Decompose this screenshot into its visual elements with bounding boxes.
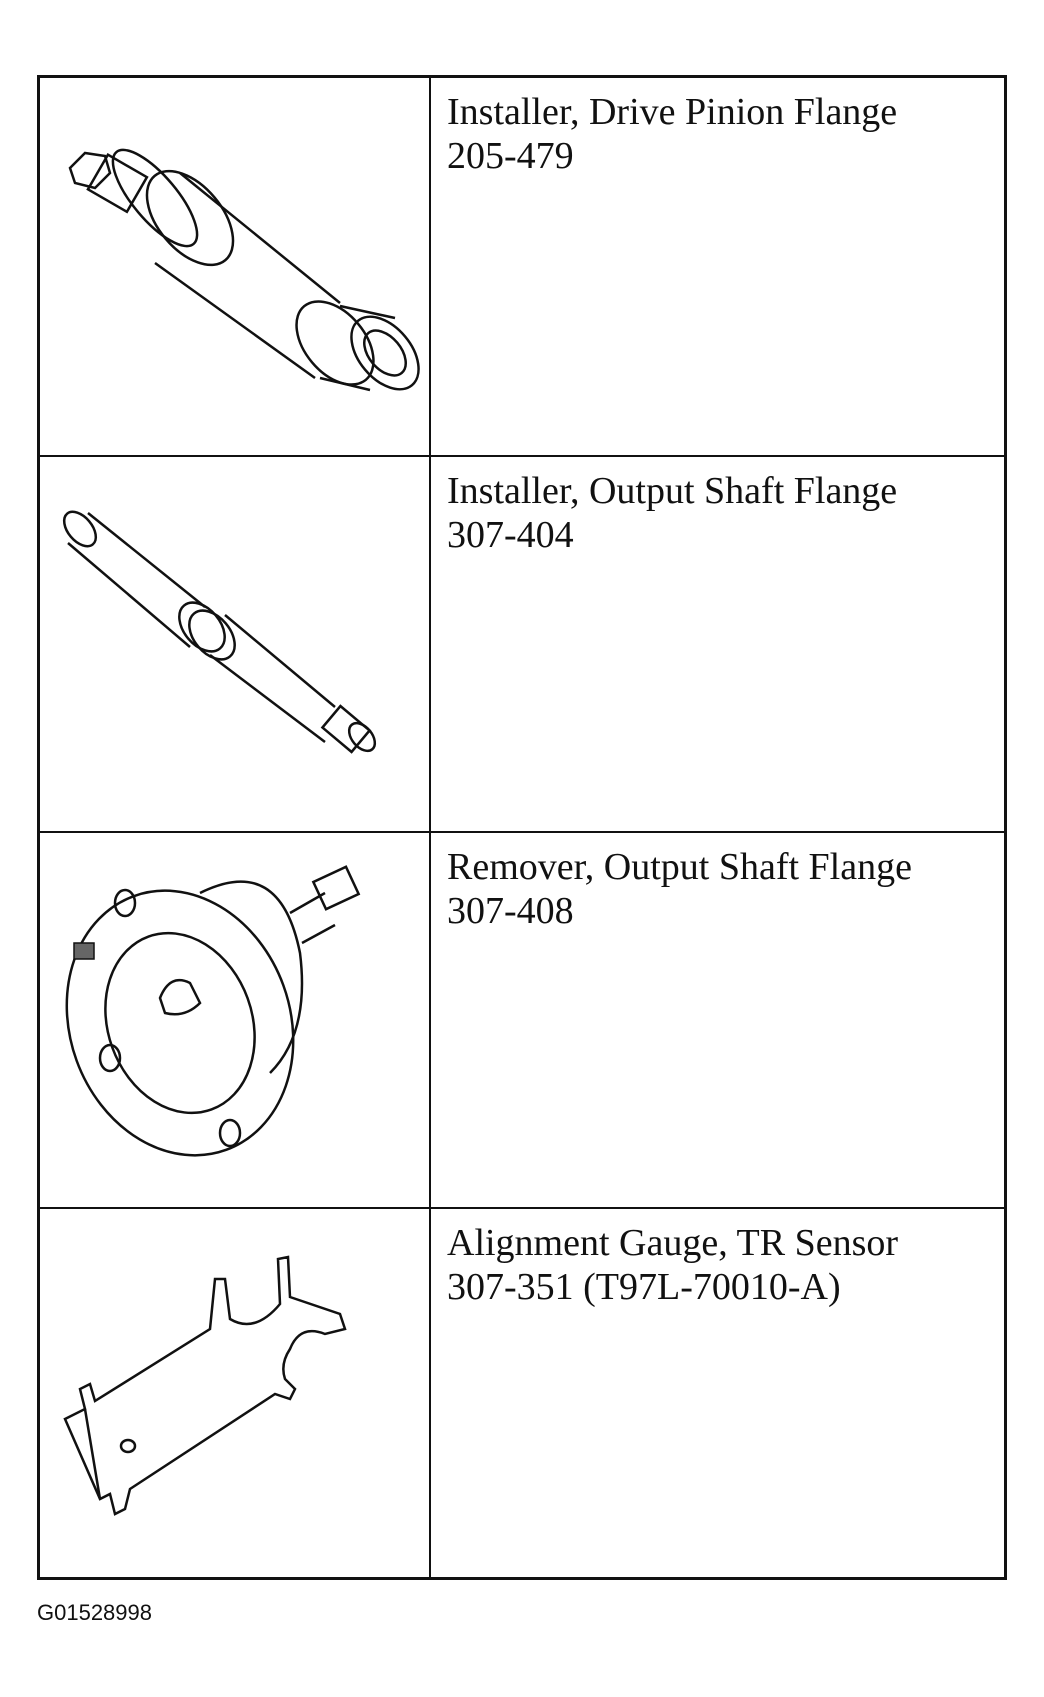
tool-number: 307-404 bbox=[447, 514, 574, 556]
tool-description-307-408 bbox=[447, 845, 987, 933]
tool-number: 205-479 bbox=[447, 135, 574, 177]
tr-sensor-alignment-gauge-illustration bbox=[40, 1209, 429, 1577]
tool-name: Remover, Output Shaft Flange bbox=[447, 846, 912, 888]
tool-description-307-351 bbox=[447, 1221, 987, 1309]
output-shaft-flange-installer-illustration bbox=[40, 457, 429, 831]
tool-number: 307-351 (T97L-70010-A) bbox=[447, 1266, 841, 1308]
tool-name: Alignment Gauge, TR Sensor bbox=[447, 1222, 899, 1264]
special-tools-table bbox=[37, 75, 1007, 1580]
tool-number: 307-408 bbox=[447, 890, 574, 932]
tool-description-205-479 bbox=[447, 90, 987, 178]
tool-description-307-404 bbox=[447, 469, 987, 557]
tool-row-205-479 bbox=[40, 78, 1004, 455]
drive-pinion-flange-installer-illustration bbox=[40, 78, 429, 455]
output-shaft-flange-remover-illustration bbox=[40, 833, 429, 1207]
tool-name: Installer, Drive Pinion Flange bbox=[447, 91, 898, 133]
figure-id-label: G01528998 bbox=[37, 1600, 152, 1625]
tool-name: Installer, Output Shaft Flange bbox=[447, 470, 898, 512]
tool-row-307-408 bbox=[40, 833, 1004, 1207]
tool-row-307-404 bbox=[40, 457, 1004, 831]
tool-row-307-351 bbox=[40, 1209, 1004, 1577]
